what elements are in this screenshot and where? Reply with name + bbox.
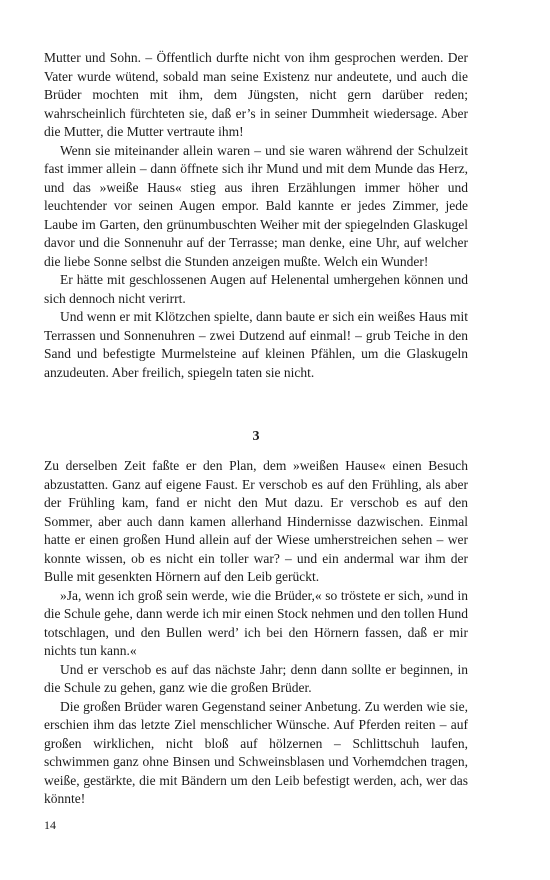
paragraph: Zu derselben Zeit faßte er den Plan, dem »weißen Hause« einen Besuch abzustatten. Ganz auf eigene Faust. Er verschob es auf den Frühling, als aber der Frühling kam, fand er nicht den Mut dazu. Er verschob es auf den Sommer, aber auch dann kamen allerhand Hindernisse dazwischen. Einmal hatte er einen großen Hund allein auf der Wiese umherstreichen sehen – wer konnte wissen, ob es nicht ein toller war? – und ein andermal war ihm der Bulle mit gesenkten Hörnern auf den Leib gerückt.	[44, 458, 468, 584]
page-number: 14	[44, 818, 56, 832]
paragraph: »Ja, wenn ich groß sein werde, wie die Brüder,« so tröstete er sich, »und in die Schule gehe, dann werde ich mir einen Stock nehmen und den tollen Hund totschlagen, und den Bullen werd’ ich bei den Hörnern fassen, daß er mir nichts tun kann.«	[44, 587, 468, 658]
paragraph: Wenn sie miteinander allein waren – und sie waren während der Schulzeit fast immer allein – dann öffnete sich ihr Mund und mit dem Munde das Herz, und das »weiße Haus« stieg aus ihren Erzählungen immer höher und leuchtender vor seinen Augen empor. Bald kannte er jedes Zimmer, jede Laube im Garten, den grünumbuschten Weiher mit der spiegelnden Glaskugel davor und die Sonnenuhr auf der Terrasse; man denke, eine Uhr, auf welcher die liebe Sonne selbst die Stunden anzeigen mußte. Welch ein Wunder!	[44, 142, 468, 269]
paragraph: Mutter und Sohn. – Öffentlich durfte nicht von ihm gesprochen werden. Der Vater wurde wütend, sobald man seine Existenz nur andeutete, und auch die Brüder mochten mit ihm, dem Jüngsten, nicht gern darüber reden; wahrscheinlich fürchteten sie, daß er’s in seiner Dummheit wiedersage. Aber die Mutter, die Mutter vertraute ihm!	[44, 50, 468, 139]
paragraph: Die großen Brüder waren Gegenstand seiner Anbetung. Zu werden wie sie, erschien ihm das letzte Ziel menschlicher Wünsche. Auf Pferden reiten – auf großen wirklichen, nicht bloß auf hölzernen – Schlittschuh laufen, schwimmen ganz ohne Binsen und Schweinsblasen und Vorhemdchen tragen, weiße, gestärkte, die mit Bändern um den Leib befestigt werden, ach, wer das könnte!	[44, 698, 468, 806]
section-2-text	[44, 457, 468, 809]
chapter-number: 3	[252, 429, 260, 444]
paragraph: Er hätte mit geschlossenen Augen auf Helenental umhergehen können und sich dennoch nicht verirrt.	[44, 272, 468, 306]
paragraph: Und er verschob es auf das nächste Jahr; denn dann sollte er beginnen, in die Schule zu gehen, ganz wie die großen Brüder.	[44, 661, 468, 695]
paragraph: Und wenn er mit Klötzchen spielte, dann baute er sich ein weißes Haus mit Terrassen und Sonnenuhren – zwei Dutzend auf einmal! – grub Teiche in den Sand und befestigte Murmelsteine auf kleinen Pfählen, um die Glaskugeln anzudeuten. Aber freilich, spiegeln taten sie nicht.	[44, 309, 468, 380]
section-1-text	[44, 49, 468, 382]
